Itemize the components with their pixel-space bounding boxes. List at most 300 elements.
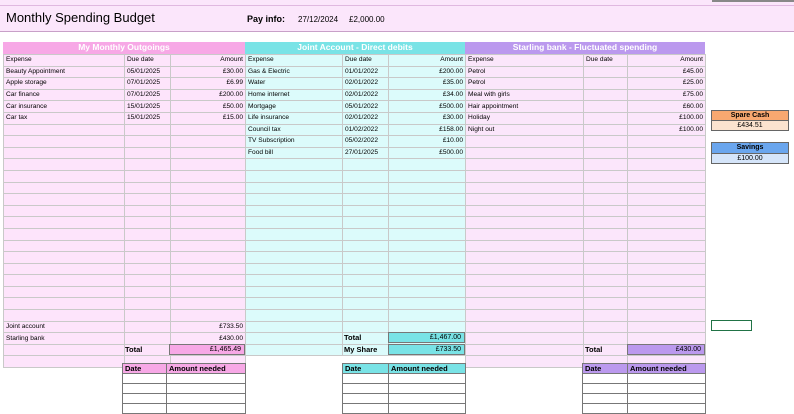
starling-amount-cell[interactable]: £100.00: [628, 112, 706, 124]
selected-cell[interactable]: [711, 320, 752, 331]
starling-amount-cell[interactable]: £100.00: [628, 124, 706, 136]
joint-amount-cell[interactable]: £35.00: [389, 78, 466, 90]
joint-amount-cell[interactable]: [389, 321, 466, 333]
starling-expense-cell[interactable]: [466, 298, 584, 310]
joint-amount-cell[interactable]: [389, 240, 466, 252]
starling-date-cell[interactable]: [584, 240, 628, 252]
outgoings-date-cell[interactable]: [125, 263, 171, 275]
starling-expense-cell[interactable]: [466, 344, 584, 356]
starling-date-cell[interactable]: [584, 89, 628, 101]
outgoings-amount-cell[interactable]: [171, 310, 246, 322]
needed-cell[interactable]: [167, 384, 246, 394]
starling-expense-cell[interactable]: [466, 228, 584, 240]
outgoings-amount-cell[interactable]: [171, 217, 246, 229]
table-row: [4, 112, 246, 124]
table-row: [246, 194, 466, 206]
starling-expense-cell[interactable]: Hair appointment: [466, 101, 584, 113]
outgoings-date-cell[interactable]: [125, 286, 171, 298]
joint-amount-cell[interactable]: [389, 182, 466, 194]
needed-cell[interactable]: [343, 384, 389, 394]
starling-amount-cell[interactable]: [628, 310, 706, 322]
joint-total-value[interactable]: £1,467.00: [388, 332, 465, 343]
joint-expense-cell[interactable]: [246, 182, 343, 194]
savings-label[interactable]: Savings: [711, 142, 789, 154]
starling-amount-cell[interactable]: [628, 205, 706, 217]
joint-amount-cell[interactable]: [389, 170, 466, 182]
starling-expense-cell[interactable]: [466, 182, 584, 194]
outgoings-date-cell[interactable]: 07/01/2025: [125, 78, 171, 90]
outgoings-amount-cell[interactable]: [171, 136, 246, 148]
outgoings-date-cell[interactable]: [125, 136, 171, 148]
outgoings-expense-cell[interactable]: Apple storage: [4, 78, 125, 90]
starling-date-cell[interactable]: [584, 78, 628, 90]
sheet-title[interactable]: Monthly Spending Budget: [6, 10, 155, 25]
joint-amount-cell[interactable]: [389, 252, 466, 264]
joint-expense-cell[interactable]: Water: [246, 78, 343, 90]
joint-amount-cell[interactable]: [389, 159, 466, 171]
starling-date-cell[interactable]: [584, 124, 628, 136]
needed-cell[interactable]: [123, 394, 167, 404]
joint-header[interactable]: Joint Account - Direct debits: [245, 42, 465, 54]
outgoings-expense-cell[interactable]: [4, 147, 125, 159]
outgoings-amount-cell[interactable]: [171, 205, 246, 217]
outgoings-amount-cell[interactable]: [171, 170, 246, 182]
outgoings-amount-cell[interactable]: [171, 182, 246, 194]
joint-date-cell[interactable]: [343, 298, 389, 310]
starling-amount-cell[interactable]: £75.00: [628, 89, 706, 101]
starling-date-cell[interactable]: [584, 205, 628, 217]
joint-expense-cell[interactable]: [246, 333, 343, 345]
outgoings-amount-cell[interactable]: [171, 286, 246, 298]
joint-share-value[interactable]: £733.50: [388, 344, 465, 355]
outgoings-date-cell[interactable]: [125, 147, 171, 159]
joint-expense-cell[interactable]: [246, 298, 343, 310]
starling-table: [465, 54, 706, 368]
joint-date-cell[interactable]: 01/02/2022: [343, 124, 389, 136]
joint-amount-cell[interactable]: [389, 310, 466, 322]
joint-amount-cell[interactable]: [389, 263, 466, 275]
needed-cell[interactable]: [583, 394, 628, 404]
outgoings-expense-cell[interactable]: [4, 170, 125, 182]
needed-amount-header[interactable]: Amount needed: [628, 364, 706, 374]
starling-expense-cell[interactable]: [466, 356, 584, 368]
joint-expense-cell[interactable]: Life insurance: [246, 112, 343, 124]
needed-cell[interactable]: [167, 404, 246, 414]
joint-date-cell[interactable]: [343, 310, 389, 322]
outgoings-expense-cell[interactable]: Car finance: [4, 89, 125, 101]
starling-date-cell[interactable]: [584, 298, 628, 310]
outgoings-expense-cell[interactable]: [4, 194, 125, 206]
outgoings-date-cell[interactable]: [125, 205, 171, 217]
outgoings-expense-cell[interactable]: [4, 275, 125, 287]
starling-date-cell[interactable]: [584, 310, 628, 322]
starling-date-cell[interactable]: [584, 252, 628, 264]
outgoings-expense-cell[interactable]: [4, 124, 125, 136]
joint-amount-cell[interactable]: [389, 286, 466, 298]
joint-share-label: My Share: [344, 345, 378, 354]
starling-date-cell[interactable]: [584, 147, 628, 159]
starling-date-cell[interactable]: [584, 286, 628, 298]
needed-cell[interactable]: [389, 394, 466, 404]
table-row: [466, 182, 706, 194]
joint-expense-cell[interactable]: [246, 252, 343, 264]
starling-expense-cell[interactable]: [466, 194, 584, 206]
joint-expense-cell[interactable]: Council tax: [246, 124, 343, 136]
title-strip-line: [0, 31, 794, 32]
joint-date-cell[interactable]: [343, 182, 389, 194]
needed-cell[interactable]: [583, 374, 628, 384]
joint-date-cell[interactable]: [343, 159, 389, 171]
joint-expense-cell[interactable]: Mortgage: [246, 101, 343, 113]
starling-amount-cell[interactable]: [628, 286, 706, 298]
outgoings-date-cell[interactable]: [125, 275, 171, 287]
joint-expense-cell[interactable]: Expense: [246, 55, 343, 67]
outgoings-amount-cell[interactable]: £50.00: [171, 101, 246, 113]
starling-header[interactable]: Starling bank - Fluctuated spending: [465, 42, 705, 54]
table-row: [466, 252, 706, 264]
table-row: [4, 182, 246, 194]
starling-date-cell[interactable]: [584, 101, 628, 113]
outgoings-date-cell[interactable]: [125, 124, 171, 136]
joint-expense-cell[interactable]: [246, 170, 343, 182]
outgoings-expense-cell[interactable]: [4, 310, 125, 322]
needed-cell[interactable]: [628, 374, 706, 384]
joint-expense-cell[interactable]: [246, 344, 343, 356]
outgoings-amount-cell[interactable]: [171, 252, 246, 264]
outgoings-amount-cell[interactable]: [171, 240, 246, 252]
joint-date-cell[interactable]: [343, 194, 389, 206]
starling-amount-cell[interactable]: [628, 333, 706, 345]
needed-cell[interactable]: [628, 404, 706, 414]
joint-expense-cell[interactable]: [246, 286, 343, 298]
starling-expense-cell[interactable]: [466, 159, 584, 171]
pay-info-amount[interactable]: £2,000.00: [349, 15, 385, 24]
joint-expense-cell[interactable]: [246, 321, 343, 333]
outgoings-date-cell[interactable]: [125, 159, 171, 171]
outgoings-amount-cell[interactable]: [171, 298, 246, 310]
outgoings-date-cell[interactable]: [125, 228, 171, 240]
pay-info-label[interactable]: Pay info:: [247, 14, 286, 24]
outgoings-expense-cell[interactable]: [4, 228, 125, 240]
outgoings-amount-cell[interactable]: £430.00: [171, 333, 246, 345]
needed-cell[interactable]: [343, 404, 389, 414]
starling-date-cell[interactable]: [584, 170, 628, 182]
table-row: [466, 101, 706, 113]
starling-date-cell[interactable]: [584, 159, 628, 171]
outgoings-date-cell[interactable]: [125, 310, 171, 322]
outgoings-date-cell[interactable]: [125, 182, 171, 194]
starling-expense-cell[interactable]: [466, 252, 584, 264]
outgoings-expense-cell[interactable]: [4, 136, 125, 148]
table-row: [246, 298, 466, 310]
starling-expense-cell[interactable]: Petrol: [466, 66, 584, 78]
table-row: [466, 217, 706, 229]
needed-cell[interactable]: [389, 384, 466, 394]
starling-expense-cell[interactable]: [466, 147, 584, 159]
starling-amount-cell[interactable]: [628, 136, 706, 148]
joint-amount-cell[interactable]: [389, 194, 466, 206]
outgoings-date-cell[interactable]: [125, 333, 171, 345]
table-row: [466, 78, 706, 90]
needed-cell[interactable]: [123, 404, 167, 414]
joint-date-cell[interactable]: [343, 240, 389, 252]
starling-amount-cell[interactable]: £45.00: [628, 66, 706, 78]
joint-date-cell[interactable]: 05/02/2022: [343, 136, 389, 148]
joint-expense-cell[interactable]: TV Subscription: [246, 136, 343, 148]
starling-amount-cell[interactable]: [628, 263, 706, 275]
table-row: [246, 240, 466, 252]
joint-amount-cell[interactable]: £500.00: [389, 101, 466, 113]
outgoings-amount-cell[interactable]: £6.99: [171, 78, 246, 90]
outgoings-amount-cell[interactable]: [171, 275, 246, 287]
joint-amount-cell[interactable]: £500.00: [389, 147, 466, 159]
needed-cell[interactable]: [343, 374, 389, 384]
starling-amount-cell[interactable]: Amount: [628, 55, 706, 67]
joint-date-cell[interactable]: 01/01/2022: [343, 66, 389, 78]
joint-expense-cell[interactable]: [246, 228, 343, 240]
joint-date-cell[interactable]: [343, 263, 389, 275]
starling-expense-cell[interactable]: [466, 136, 584, 148]
joint-amount-cell[interactable]: £34.00: [389, 89, 466, 101]
starling-expense-cell[interactable]: [466, 275, 584, 287]
starling-expense-cell[interactable]: Petrol: [466, 78, 584, 90]
outgoings-amount-cell[interactable]: Amount: [171, 55, 246, 67]
joint-total-label: Total: [344, 333, 362, 342]
joint-date-cell[interactable]: [343, 321, 389, 333]
outgoings-expense-cell[interactable]: [4, 298, 125, 310]
outgoings-date-cell[interactable]: 15/01/2025: [125, 112, 171, 124]
outgoings-amount-cell[interactable]: £30.00: [171, 66, 246, 78]
starling-expense-cell[interactable]: Holiday: [466, 112, 584, 124]
table-row: [4, 310, 246, 322]
joint-date-cell[interactable]: [343, 170, 389, 182]
joint-amount-cell[interactable]: [389, 205, 466, 217]
outgoings-expense-cell[interactable]: [4, 252, 125, 264]
needed-cell[interactable]: [167, 374, 246, 384]
table-row: [4, 275, 246, 287]
joint-date-cell[interactable]: 05/01/2022: [343, 101, 389, 113]
starling-expense-cell[interactable]: Night out: [466, 124, 584, 136]
outgoings-expense-cell[interactable]: [4, 356, 125, 368]
joint-date-cell[interactable]: [343, 205, 389, 217]
outgoings-date-cell[interactable]: 07/01/2025: [125, 89, 171, 101]
needed-cell[interactable]: [583, 384, 628, 394]
outgoings-date-cell[interactable]: [125, 321, 171, 333]
joint-amount-cell[interactable]: Amount: [389, 55, 466, 67]
starling-expense-cell[interactable]: [466, 170, 584, 182]
joint-expense-cell[interactable]: Food bill: [246, 147, 343, 159]
starling-date-cell[interactable]: [584, 263, 628, 275]
needed-cell[interactable]: [628, 384, 706, 394]
table-row: [466, 147, 706, 159]
joint-date-cell[interactable]: [343, 217, 389, 229]
table-row: [246, 112, 466, 124]
starling-amount-cell[interactable]: [628, 182, 706, 194]
outgoings-date-cell[interactable]: [125, 170, 171, 182]
outgoings-expense-cell[interactable]: Joint account: [4, 321, 125, 333]
outgoings-expense-cell[interactable]: [4, 263, 125, 275]
needed-date-header[interactable]: Date: [123, 364, 167, 374]
starling-date-cell[interactable]: [584, 66, 628, 78]
outgoings-amount-cell[interactable]: [171, 228, 246, 240]
outgoings-amount-cell[interactable]: [171, 147, 246, 159]
needed-cell[interactable]: [123, 374, 167, 384]
starling-expense-cell[interactable]: [466, 205, 584, 217]
needed-date-header[interactable]: Date: [343, 364, 389, 374]
table-row: [4, 228, 246, 240]
pay-info-date[interactable]: 27/12/2024: [298, 15, 339, 24]
outgoings-expense-cell[interactable]: Beauty Appointment: [4, 66, 125, 78]
joint-expense-cell[interactable]: [246, 310, 343, 322]
table-row: [466, 321, 706, 333]
starling-amount-cell[interactable]: [628, 321, 706, 333]
starling-date-cell[interactable]: [584, 228, 628, 240]
joint-date-cell[interactable]: Due date: [343, 55, 389, 67]
joint-amount-cell[interactable]: £30.00: [389, 112, 466, 124]
joint-expense-cell[interactable]: [246, 240, 343, 252]
starling-amount-cell[interactable]: [628, 298, 706, 310]
starling-expense-cell[interactable]: [466, 263, 584, 275]
outgoings-date-cell[interactable]: [125, 298, 171, 310]
outgoings-date-cell[interactable]: Due date: [125, 55, 171, 67]
outgoings-header[interactable]: My Monthly Outgoings: [3, 42, 245, 54]
joint-amount-cell[interactable]: £200.00: [389, 66, 466, 78]
spare-cash-value[interactable]: £434.51: [711, 120, 789, 131]
joint-expense-cell[interactable]: [246, 217, 343, 229]
starling-amount-cell[interactable]: £25.00: [628, 78, 706, 90]
outgoings-date-cell[interactable]: 05/01/2025: [125, 66, 171, 78]
outgoings-expense-cell[interactable]: Expense: [4, 55, 125, 67]
joint-expense-cell[interactable]: [246, 205, 343, 217]
needed-cell[interactable]: [343, 394, 389, 404]
outgoings-amount-cell[interactable]: [171, 194, 246, 206]
outgoings-expense-cell[interactable]: Car insurance: [4, 101, 125, 113]
outgoings-expense-cell[interactable]: [4, 182, 125, 194]
outgoings-amount-cell[interactable]: £733.50: [171, 321, 246, 333]
starling-amount-cell[interactable]: [628, 240, 706, 252]
joint-date-cell[interactable]: 02/01/2022: [343, 89, 389, 101]
starling-amount-cell[interactable]: [628, 228, 706, 240]
joint-amount-cell[interactable]: [389, 228, 466, 240]
outgoings-date-cell[interactable]: [125, 217, 171, 229]
joint-amount-cell[interactable]: £10.00: [389, 136, 466, 148]
table-row: [466, 194, 706, 206]
joint-amount-cell[interactable]: £158.00: [389, 124, 466, 136]
starling-expense-cell[interactable]: [466, 333, 584, 345]
outgoings-expense-cell[interactable]: [4, 286, 125, 298]
starling-date-cell[interactable]: [584, 217, 628, 229]
joint-date-cell[interactable]: [343, 252, 389, 264]
outgoings-amount-cell[interactable]: [171, 263, 246, 275]
joint-expense-cell[interactable]: Home internet: [246, 89, 343, 101]
starling-date-cell[interactable]: [584, 136, 628, 148]
outgoings-amount-cell[interactable]: [171, 159, 246, 171]
outgoings-amount-cell[interactable]: £15.00: [171, 112, 246, 124]
starling-expense-cell[interactable]: [466, 286, 584, 298]
starling-expense-cell[interactable]: [466, 321, 584, 333]
outgoings-total-value[interactable]: £1,465.49: [169, 344, 245, 355]
table-row: [4, 66, 246, 78]
starling-date-cell[interactable]: [584, 112, 628, 124]
starling-expense-cell[interactable]: Meal with girls: [466, 89, 584, 101]
needed-cell[interactable]: [123, 384, 167, 394]
outgoings-amount-cell[interactable]: [171, 124, 246, 136]
starling-date-cell[interactable]: [584, 333, 628, 345]
joint-date-cell[interactable]: [343, 286, 389, 298]
needed-cell[interactable]: [628, 394, 706, 404]
joint-date-cell[interactable]: [343, 275, 389, 287]
starling-expense-cell[interactable]: Expense: [466, 55, 584, 67]
starling-total-value[interactable]: £430.00: [627, 344, 705, 355]
starling-date-cell[interactable]: [584, 275, 628, 287]
table-row: [246, 101, 466, 113]
starling-amount-cell[interactable]: [628, 170, 706, 182]
joint-amount-cell[interactable]: [389, 298, 466, 310]
joint-expense-cell[interactable]: [246, 159, 343, 171]
outgoings-expense-cell[interactable]: [4, 240, 125, 252]
starling-date-cell[interactable]: [584, 321, 628, 333]
needed-cell[interactable]: [389, 404, 466, 414]
joint-date-cell[interactable]: 02/01/2022: [343, 112, 389, 124]
outgoings-expense-cell[interactable]: [4, 344, 125, 356]
starling-expense-cell[interactable]: [466, 217, 584, 229]
starling-amount-cell[interactable]: [628, 147, 706, 159]
starling-amount-cell[interactable]: [628, 252, 706, 264]
spare-cash-label[interactable]: Spare Cash: [711, 110, 789, 121]
joint-amount-cell[interactable]: [389, 275, 466, 287]
starling-amount-cell[interactable]: £60.00: [628, 101, 706, 113]
joint-expense-cell[interactable]: [246, 275, 343, 287]
starling-amount-cell[interactable]: [628, 194, 706, 206]
starling-expense-cell[interactable]: [466, 310, 584, 322]
outgoings-date-cell[interactable]: [125, 252, 171, 264]
starling-date-cell[interactable]: [584, 194, 628, 206]
needed-date-header[interactable]: Date: [583, 364, 628, 374]
starling-date-cell[interactable]: [584, 182, 628, 194]
joint-expense-cell[interactable]: Gas & Electric: [246, 66, 343, 78]
needed-cell[interactable]: [583, 404, 628, 414]
outgoings-expense-cell[interactable]: Car tax: [4, 112, 125, 124]
outgoings-date-cell[interactable]: 15/01/2025: [125, 101, 171, 113]
outgoings-expense-cell[interactable]: [4, 159, 125, 171]
outgoings-expense-cell[interactable]: Starling bank: [4, 333, 125, 345]
needed-amount-header[interactable]: Amount needed: [389, 364, 466, 374]
joint-amount-cell[interactable]: [389, 217, 466, 229]
needed-cell[interactable]: [389, 374, 466, 384]
needed-amount-header[interactable]: Amount needed: [167, 364, 246, 374]
savings-value[interactable]: £100.00: [711, 153, 789, 164]
outgoings-amount-cell[interactable]: £200.00: [171, 89, 246, 101]
outgoings-expense-cell[interactable]: [4, 217, 125, 229]
table-row: [466, 263, 706, 275]
starling-expense-cell[interactable]: [466, 240, 584, 252]
starling-date-cell[interactable]: Due date: [584, 55, 628, 67]
starling-amount-cell[interactable]: [628, 217, 706, 229]
joint-expense-cell[interactable]: [246, 263, 343, 275]
joint-date-cell[interactable]: [343, 228, 389, 240]
joint-date-cell[interactable]: 27/01/2025: [343, 147, 389, 159]
joint-expense-cell[interactable]: [246, 194, 343, 206]
joint-date-cell[interactable]: 02/01/2022: [343, 78, 389, 90]
table-row: [4, 170, 246, 182]
outgoings-date-cell[interactable]: [125, 194, 171, 206]
outgoings-expense-cell[interactable]: [4, 205, 125, 217]
outgoings-date-cell[interactable]: [125, 240, 171, 252]
needed-cell[interactable]: [167, 394, 246, 404]
starling-amount-cell[interactable]: [628, 275, 706, 287]
starling-amount-cell[interactable]: [628, 159, 706, 171]
table-row: [246, 89, 466, 101]
